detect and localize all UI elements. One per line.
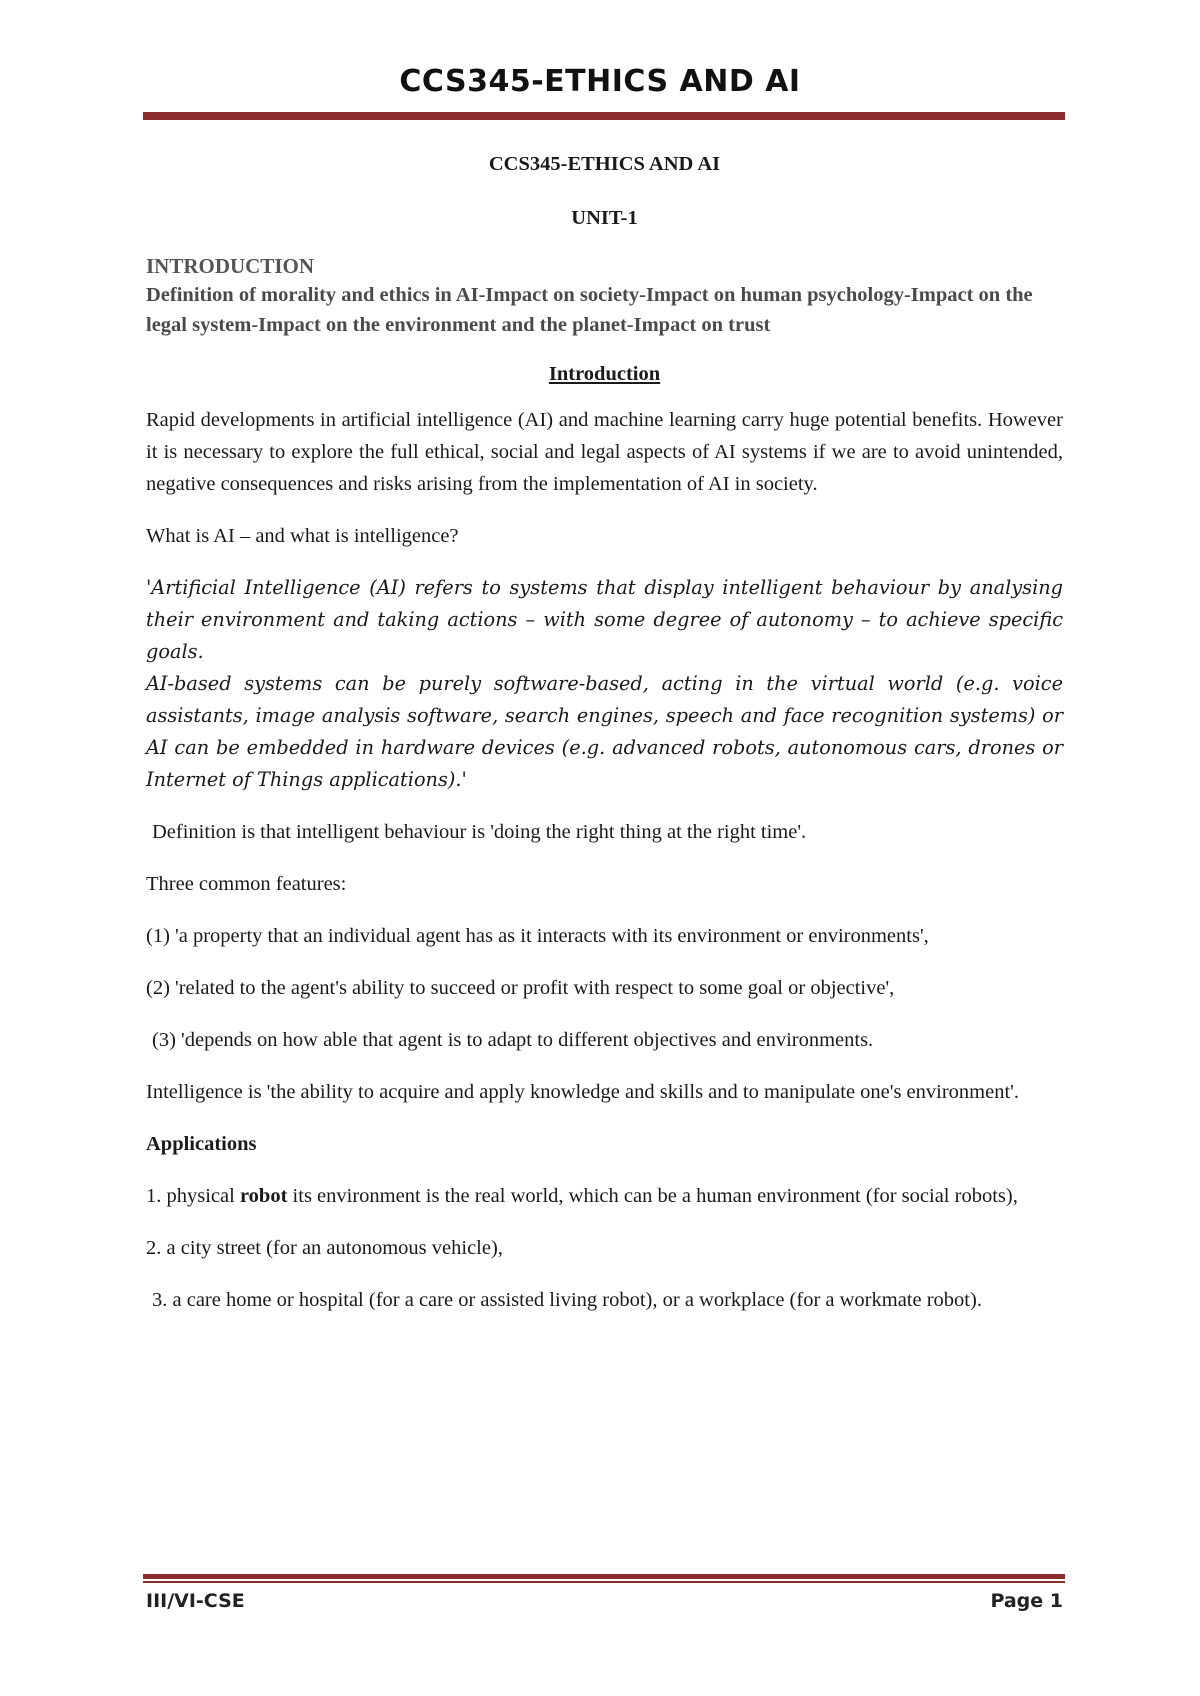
document-title: CCS345-ETHICS AND AI xyxy=(488,153,721,175)
unit-label: UNIT-1 xyxy=(571,207,638,229)
running-header-title: CCS345-ETHICS AND AI xyxy=(399,64,801,99)
section-heading-introduction: Introduction xyxy=(548,363,661,385)
footer-rule xyxy=(143,1574,1065,1579)
feature-item-3: (3) 'depends on how able that agent is to adapt to different objectives and environments. xyxy=(152,1029,874,1051)
question-line: What is AI – and what is intelligence? xyxy=(146,525,459,547)
intro-paragraph: Rapid developments in artificial intelligence (AI) and machine learning carry huge potential benefits. However it is necessary to explore the full ethical, social and legal aspects of AI systems if we are to avoid unintended, negative consequences and risks arising from the implementation of AI in society. xyxy=(146,409,1063,495)
application-item-2: 2. a city street (for an autonomous vehicle), xyxy=(146,1237,503,1259)
document-body xyxy=(146,148,1063,1336)
footer-rule-thin xyxy=(143,1581,1065,1583)
introduction-label: INTRODUCTION xyxy=(146,254,315,278)
applications-heading: Applications xyxy=(146,1133,257,1155)
quote-paragraph-2: AI-based systems can be purely software-based, acting in the virtual world (e.g. voice assistants, image analysis software, search engines, speech and face recognition systems) or AI can be embedded in hardware devices (e.g. advanced robots, autonomous cars, drones or Internet of Things applications).' xyxy=(146,672,1063,791)
intelligence-definition: Intelligence is 'the ability to acquire and apply knowledge and skills and to manipulate one's environment'. xyxy=(146,1081,1019,1103)
application-item-1 xyxy=(146,1180,1063,1212)
quote-paragraph-1: 'Artificial Intelligence (AI) refers to systems that display intelligent behaviour by analysing their environment and taking actions – with some degree of autonomy – to achieve specific goals. xyxy=(146,576,1063,663)
ai-definition-quote xyxy=(146,572,1063,796)
unit-topics: Definition of morality and ethics in AI-Impact on society-Impact on human psychology-Impact on the legal system-Impact on the environment and the planet-Impact on trust xyxy=(146,284,1033,336)
feature-item-2: (2) 'related to the agent's ability to succeed or profit with respect to some goal or objective', xyxy=(146,977,895,999)
feature-item-1: (1) 'a property that an individual agent has as it interacts with its environment or environments', xyxy=(146,925,929,947)
app1-prefix: 1. physical xyxy=(146,1185,240,1207)
footer-class-label: III/VI-CSE xyxy=(146,1590,245,1612)
application-item-3: 3. a care home or hospital (for a care or assisted living robot), or a workplace (for a workmate robot). xyxy=(152,1289,982,1311)
app1-bold-term: robot xyxy=(239,1185,288,1207)
app1-suffix: its environment is the real world, which can be a human environment (for social robots), xyxy=(287,1185,1018,1207)
definition-line: Definition is that intelligent behaviour is 'doing the right thing at the right time'. xyxy=(152,821,807,843)
header-rule xyxy=(143,112,1065,120)
page-number: Page 1 xyxy=(990,1590,1063,1612)
features-label: Three common features: xyxy=(146,873,347,895)
